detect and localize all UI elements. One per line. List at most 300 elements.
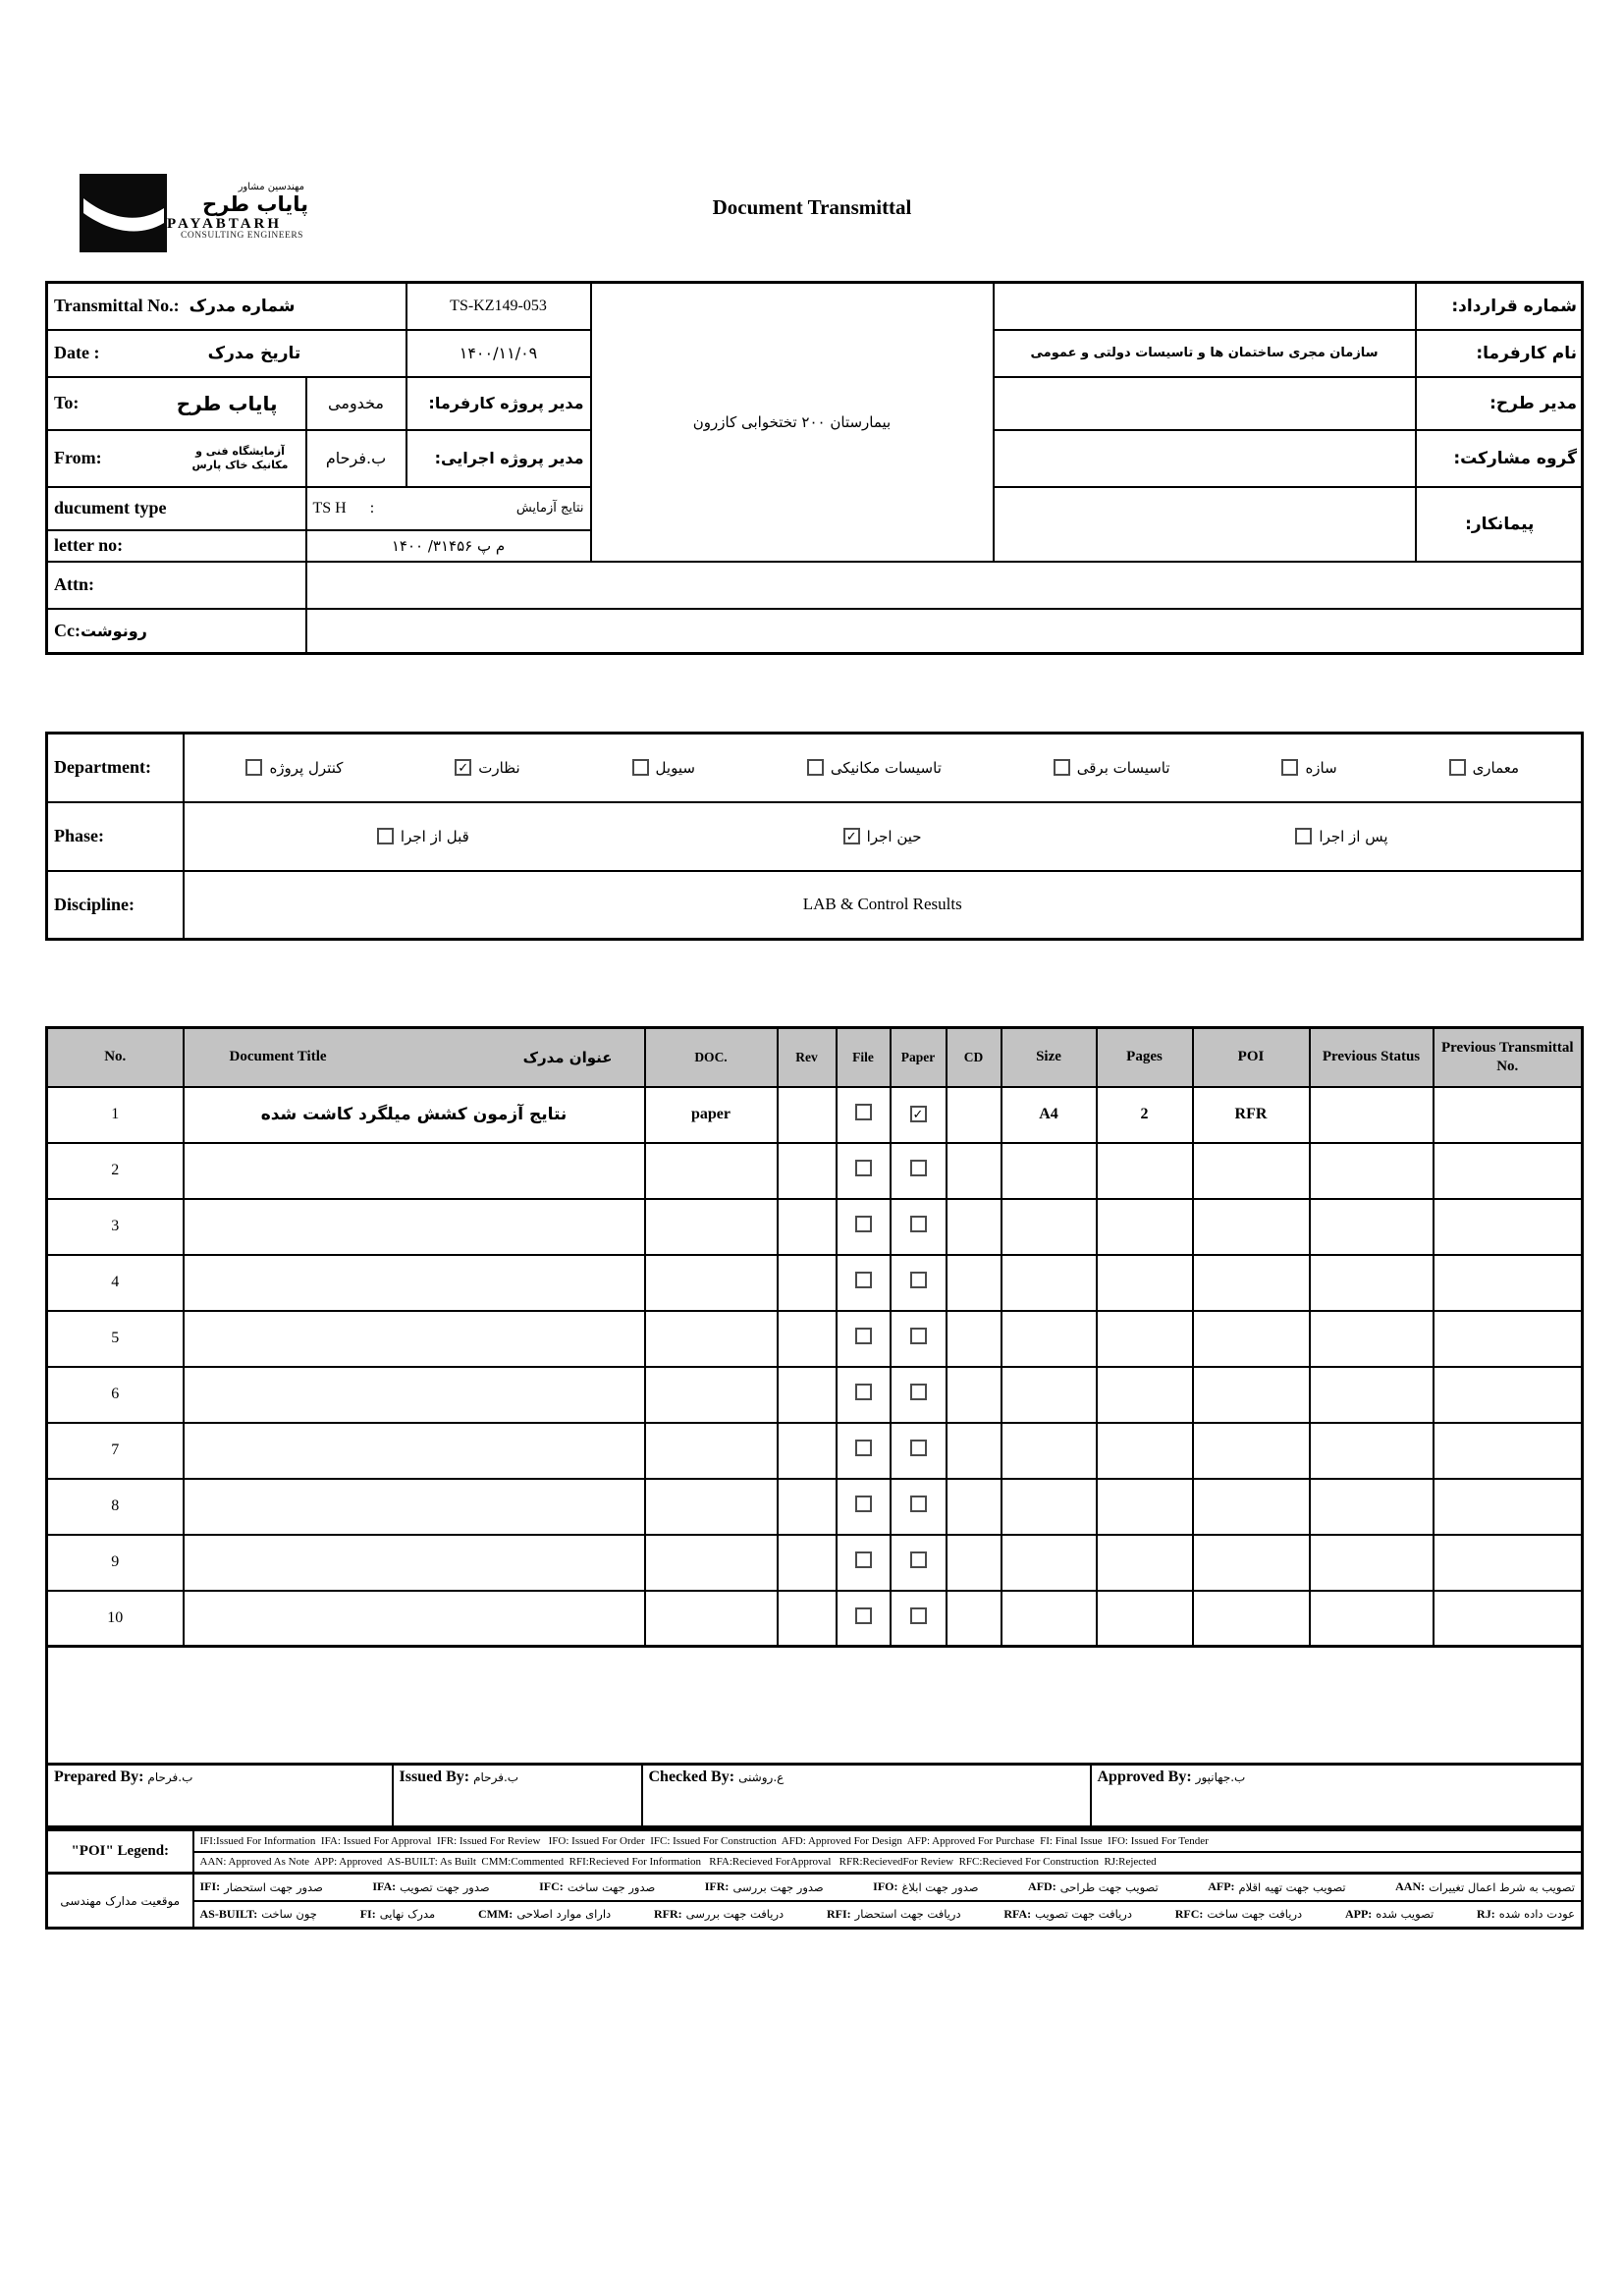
transmittal-no-value: TS-KZ149-053 [406,283,591,330]
paper-checkbox[interactable] [910,1440,927,1456]
issued-by-label: Issued By: [399,1768,470,1785]
row-pages [1097,1199,1193,1255]
col-header-pages: Pages [1097,1028,1193,1087]
row-cd [947,1199,1001,1255]
attn-value [306,562,1583,609]
legend-item [1345,1907,1434,1922]
row-title-cell [184,1087,645,1143]
col-header-title-fa: عنوان مدرک [522,1048,613,1066]
file-checkbox[interactable] [855,1440,872,1456]
row-title-cell [184,1535,645,1591]
row-paper-cell [891,1143,947,1199]
row-prev-transmittal [1434,1087,1583,1143]
row-doc [645,1311,778,1367]
row-doc [645,1423,778,1479]
department-checkbox[interactable]: ✓ [455,759,471,776]
row-doc [645,1591,778,1647]
col-header-cd: CD [947,1028,1001,1087]
design-manager-label: مدیر طرح: [1416,377,1583,430]
row-doc [645,1199,778,1255]
file-checkbox[interactable] [855,1384,872,1400]
phase-option [843,828,922,845]
row-paper-cell [891,1535,947,1591]
department-label: Department: [47,734,184,802]
legend-item-text: صدور جهت استحضار [224,1879,323,1894]
row-poi [1193,1535,1310,1591]
phase-option-label: حین اجرا [866,827,922,845]
legend-item [1208,1879,1345,1894]
legend-item [1003,1907,1132,1922]
row-poi [1193,1311,1310,1367]
file-checkbox[interactable] [855,1607,872,1624]
row-pages [1097,1311,1193,1367]
legend-item-code: IFA: [372,1879,397,1894]
legend-item-code: IFO: [873,1879,898,1894]
row-rev [778,1199,837,1255]
legend-item-text: دریافت جهت ساخت [1207,1907,1303,1922]
department-options-cell [184,734,1583,802]
row-prev-status [1310,1535,1434,1591]
legend-item [1477,1907,1575,1922]
discipline-label: Discipline: [47,871,184,940]
department-option-label: نظارت [478,758,520,777]
poi-legend-label: "POI" Legend: [47,1830,193,1874]
table-row [47,1423,1583,1479]
poi-legend-fa-line2-cell [193,1901,1583,1929]
row-title-cell [184,1199,645,1255]
phase-option [1295,828,1387,845]
row-size [1001,1199,1097,1255]
empty-spacer-row [47,1647,1583,1765]
row-file-cell [837,1087,891,1143]
row-file-cell [837,1199,891,1255]
legend-item-code: RFR: [653,1906,682,1921]
exec-pm-label: مدیر پروژه اجرایی: [406,430,591,487]
legend-item [372,1879,489,1894]
department-checkbox[interactable] [1281,759,1298,776]
legend-item [200,1879,323,1894]
legend-item-code: RFA: [1003,1906,1032,1921]
file-checkbox[interactable] [855,1272,872,1288]
poi-legend-table [45,1828,1584,1930]
legend-item [1175,1907,1302,1922]
attn-label: Attn: [47,562,306,609]
legend-item-text: تصویب شده [1376,1907,1435,1922]
row-pages [1097,1255,1193,1311]
row-size: A4 [1001,1087,1097,1143]
legend-item-code: IFC: [539,1879,564,1894]
legend-item-text: تصویب جهت تهیه اقلام [1238,1879,1346,1894]
file-checkbox[interactable] [855,1104,872,1120]
from-value: آزمایشگاه فنی و مکانیک خاک پارس [191,444,289,471]
doc-status-legend-label: موقعیت مدارک مهندسی [47,1874,193,1929]
legend-item-code: IFR: [704,1879,730,1894]
to-person: مخدومی [306,377,406,430]
legend-item-text: صدور جهت تصویب [400,1879,490,1894]
phase-checkbox[interactable] [377,828,394,844]
row-title-cell [184,1591,645,1647]
date-label-en: Date : [54,343,100,362]
contractor-value [994,487,1416,562]
col-header-paper: Paper [891,1028,947,1087]
company-name-en: PAYABTARH [167,215,283,232]
legend-item-code: RFC: [1174,1906,1204,1921]
row-no: 2 [47,1143,184,1199]
row-no: 7 [47,1423,184,1479]
cc-value [306,609,1583,654]
row-prev-status [1310,1423,1434,1479]
row-prev-status [1310,1143,1434,1199]
table-header-row [47,1028,1583,1087]
row-file-cell [837,1143,891,1199]
row-title-cell [184,1367,645,1423]
department-option [455,759,519,777]
row-cd [947,1535,1001,1591]
phase-option-label: قبل از اجرا [400,827,469,845]
department-option-label: معماری [1472,758,1520,777]
row-prev-status [1310,1479,1434,1535]
phase-options [190,828,1576,845]
poi-legend-en-line1: IFI:Issued For Information IFA: Issued For Approval IFR: Issued For Review IFO: Issued For Order IFC: Issued For Construction AFD: Approved For Design AFP: Approved For Purchase FI: Final Issue IFO: Issued For Tender [193,1830,1583,1852]
from-person: ب.فرحام [306,430,406,487]
approved-by-value: ب.جهانپور [1195,1770,1246,1784]
row-file-cell [837,1535,891,1591]
row-prev-transmittal [1434,1367,1583,1423]
cc-label-en: Cc: [54,620,81,640]
poi-legend-fa-line1 [200,1879,1576,1894]
row-pages: 2 [1097,1087,1193,1143]
paper-checkbox[interactable] [910,1607,927,1624]
letter-no-label: letter no: [47,530,306,562]
paper-checkbox[interactable] [910,1384,927,1400]
doc-type-label: ducument type [47,487,306,530]
to-label: To: [54,393,80,412]
signatures-table [45,1763,1584,1828]
row-rev [778,1087,837,1143]
legend-item-code: AS-BUILT: [199,1906,258,1921]
date-label-fa: تاریخ مدرک [207,343,301,363]
paper-checkbox[interactable] [910,1328,927,1344]
to-value: پایاب طرح [176,391,278,415]
spacer-cell [47,1647,1583,1765]
row-pages [1097,1591,1193,1647]
doc-type-value-en: TS H : [312,499,375,517]
col-header-no: No. [47,1028,184,1087]
row-rev [778,1535,837,1591]
row-cd [947,1143,1001,1199]
paper-checkbox[interactable] [910,1551,927,1568]
department-option-label: تاسیسات برقی [1076,758,1170,777]
row-rev [778,1311,837,1367]
row-file-cell [837,1255,891,1311]
col-header-title [184,1028,645,1087]
company-name-fa: پایاب طرح [202,191,308,216]
row-no: 10 [47,1591,184,1647]
row-prev-transmittal [1434,1479,1583,1535]
transmittal-no-label-fa: شماره مدرک [189,296,296,316]
legend-item-code: CMM: [477,1906,514,1921]
row-prev-transmittal [1434,1311,1583,1367]
row-doc [645,1479,778,1535]
department-checkbox[interactable] [807,759,824,776]
file-checkbox[interactable] [855,1328,872,1344]
letter-no-value: م پ ۳۱۴۵۶/ ۱۴۰۰ [306,530,591,562]
department-option [1449,759,1520,777]
legend-item-text: صدور جهت ابلاغ [901,1879,979,1894]
row-rev [778,1255,837,1311]
paper-checkbox[interactable]: ✓ [910,1106,927,1122]
table-row [47,1087,1583,1143]
row-no: 9 [47,1535,184,1591]
row-prev-status [1310,1367,1434,1423]
row-poi [1193,1143,1310,1199]
table-row [47,1535,1583,1591]
department-checkbox[interactable] [1054,759,1070,776]
row-cd [947,1423,1001,1479]
row-title-cell [184,1479,645,1535]
row-paper-cell [891,1255,947,1311]
legend-item-text: دریافت جهت استحضار [854,1907,961,1922]
row-cd [947,1255,1001,1311]
row-size [1001,1143,1097,1199]
department-options [190,759,1576,777]
table-row [47,1199,1583,1255]
company-name-fa-top: مهندسین مشاور [238,182,304,192]
row-cd [947,1479,1001,1535]
row-rev [778,1367,837,1423]
from-cell [47,430,306,487]
row-pages [1097,1367,1193,1423]
row-title-cell [184,1423,645,1479]
transmittal-no-label-cell [47,283,406,330]
approved-by-label: Approved By: [1097,1768,1192,1785]
col-header-rev: Rev [778,1028,837,1087]
col-header-prev-status: Previous Status [1310,1028,1434,1087]
exec-pm-value [994,430,1416,487]
row-cd [947,1591,1001,1647]
table-row [47,1591,1583,1647]
paper-checkbox[interactable] [910,1160,927,1176]
discipline-value: LAB & Control Results [184,871,1583,940]
row-paper-cell [891,1367,947,1423]
department-option-label: سیویل [655,758,695,777]
legend-item [539,1879,655,1894]
legend-item [654,1907,784,1922]
cc-label-fa: رونوشت [80,621,147,640]
legend-item-code: AFD: [1028,1879,1056,1894]
legend-item-text: دارای موارد اصلاحی [516,1907,612,1922]
row-file-cell [837,1479,891,1535]
poi-legend-en-line2: AAN: Approved As Note APP: Approved AS-BUILT: As Built CMM:Commented RFI:Recieved For Information RFA:Recieved ForApproval RFR:RecievedFor Review RFC:Recieved For Construction RJ:Rejected [193,1852,1583,1874]
contract-no-label: شماره قرارداد: [1416,283,1583,330]
company-subtitle: CONSULTING ENGINEERS [181,231,303,242]
row-paper-cell [891,1199,947,1255]
phase-options-cell [184,802,1583,871]
file-checkbox[interactable] [855,1551,872,1568]
issued-by-value: ب.فرحام [473,1770,519,1784]
legend-item [705,1879,824,1894]
col-header-poi: POI [1193,1028,1310,1087]
partnership-label: گروه مشارکت: [1416,430,1583,487]
col-header-file: File [837,1028,891,1087]
phase-checkbox[interactable] [1295,828,1312,844]
row-size [1001,1591,1097,1647]
legend-item-code: AAN: [1395,1879,1426,1894]
legend-item [200,1907,317,1922]
legend-item-code: RFI: [826,1906,851,1921]
row-doc: paper [645,1087,778,1143]
contractor-label: پیمانکار: [1416,487,1583,562]
legend-item-text: دریافت جهت بررسی [685,1907,785,1922]
row-pages [1097,1479,1193,1535]
paper-checkbox[interactable] [910,1272,927,1288]
row-no: 1 [47,1087,184,1143]
row-size [1001,1367,1097,1423]
row-rev [778,1143,837,1199]
classification-table [45,732,1584,941]
legend-item-text: چون ساخت [261,1907,317,1922]
prepared-by-value: ب.فرحام [147,1770,193,1784]
legend-item-code: AFP: [1208,1879,1235,1894]
row-no: 6 [47,1367,184,1423]
date-value: ۱۴۰۰/۱۱/۰۹ [406,330,591,377]
row-doc [645,1143,778,1199]
legend-item [827,1907,961,1922]
row-size [1001,1479,1097,1535]
legend-item-text: عودت داده شده [1498,1907,1575,1922]
paper-checkbox[interactable] [910,1216,927,1232]
row-title-cell [184,1143,645,1199]
poi-legend-fa-line1-cell [193,1874,1583,1901]
department-option [245,759,343,777]
row-no: 3 [47,1199,184,1255]
legend-item-text: صدور جهت ساخت [567,1879,656,1894]
legend-item-text: دریافت جهت تصویب [1035,1907,1132,1922]
legend-item [873,1879,978,1894]
legend-item-text: تصویب جهت طراحی [1059,1879,1159,1894]
row-rev [778,1479,837,1535]
page-title: Document Transmittal [712,195,912,219]
legend-item [1395,1879,1575,1894]
legend-item-text: تصویب به شرط اعمال تغییرات [1429,1879,1575,1894]
table-row [47,1143,1583,1199]
row-rev [778,1591,837,1647]
transmittal-info-table [45,281,1584,655]
row-prev-transmittal [1434,1255,1583,1311]
row-title: نتایج آزمون کشش میلگرد کاشت شده [260,1105,568,1124]
row-paper-cell [891,1591,947,1647]
prepared-by-cell [47,1765,393,1827]
row-pages [1097,1535,1193,1591]
client-pm-label: مدیر پروژه کارفرما: [406,377,591,430]
client-name-value: سازمان مجری ساختمان ها و تاسیسات دولتی و عمومی [994,330,1416,377]
row-prev-transmittal [1434,1423,1583,1479]
row-no: 8 [47,1479,184,1535]
checked-by-cell [642,1765,1091,1827]
row-poi [1193,1423,1310,1479]
department-option [632,759,695,777]
table-row [47,1255,1583,1311]
row-prev-status [1310,1255,1434,1311]
file-checkbox[interactable] [855,1496,872,1512]
row-poi: RFR [1193,1087,1310,1143]
file-checkbox[interactable] [855,1216,872,1232]
phase-option-label: پس از اجرا [1319,827,1388,845]
issued-by-cell [393,1765,642,1827]
col-header-title-en: Document Title [229,1049,327,1065]
department-checkbox[interactable] [632,759,649,776]
row-cd [947,1311,1001,1367]
department-checkbox[interactable] [245,759,262,776]
row-title-cell [184,1255,645,1311]
phase-checkbox[interactable]: ✓ [843,828,860,844]
row-prev-transmittal [1434,1143,1583,1199]
row-poi [1193,1367,1310,1423]
checked-by-value: ع.روشنی [738,1770,785,1784]
row-doc [645,1367,778,1423]
department-option-label: کنترل پروژه [269,758,344,777]
row-size [1001,1535,1097,1591]
row-file-cell [837,1367,891,1423]
row-size [1001,1311,1097,1367]
client-name-label: نام کارفرما: [1416,330,1583,377]
prepared-by-label: Prepared By: [54,1768,144,1785]
table-row [47,1311,1583,1367]
row-poi [1193,1479,1310,1535]
department-option [1281,759,1336,777]
doc-type-value-fa: نتایج آزمایش [515,501,584,516]
row-size [1001,1423,1097,1479]
row-size [1001,1255,1097,1311]
row-no: 4 [47,1255,184,1311]
file-checkbox[interactable] [855,1160,872,1176]
legend-item-code: IFI: [199,1879,221,1894]
legend-item [1028,1879,1159,1894]
from-label: From: [54,448,102,467]
department-checkbox[interactable] [1449,759,1466,776]
document-list-table [45,1026,1584,1766]
row-prev-transmittal [1434,1199,1583,1255]
document-rows [47,1087,1583,1647]
row-cd [947,1087,1001,1143]
project-name: بیمارستان ۲۰۰ تختخوابی کازرون [591,283,994,562]
row-prev-status [1310,1591,1434,1647]
legend-item [478,1907,611,1922]
paper-checkbox[interactable] [910,1496,927,1512]
cc-label-cell [47,609,306,654]
col-header-prev-transmittal: Previous Transmittal No. [1434,1028,1583,1087]
legend-item-code: APP: [1344,1906,1373,1921]
legend-item-text: صدور جهت بررسی [732,1879,824,1894]
poi-legend-fa-line2 [200,1907,1576,1922]
row-poi [1193,1199,1310,1255]
row-paper-cell [891,1087,947,1143]
row-paper-cell [891,1423,947,1479]
legend-item-code: FI: [359,1906,376,1921]
row-prev-status [1310,1199,1434,1255]
row-pages [1097,1423,1193,1479]
department-option [1054,759,1170,777]
doc-type-value-cell [306,487,591,530]
row-prev-status [1310,1087,1434,1143]
client-pm-value [994,377,1416,430]
row-doc [645,1255,778,1311]
row-prev-transmittal [1434,1591,1583,1647]
row-paper-cell [891,1311,947,1367]
legend-item-text: مدرک نهایی [379,1907,436,1922]
col-header-doc: DOC. [645,1028,778,1087]
table-row [47,1479,1583,1535]
